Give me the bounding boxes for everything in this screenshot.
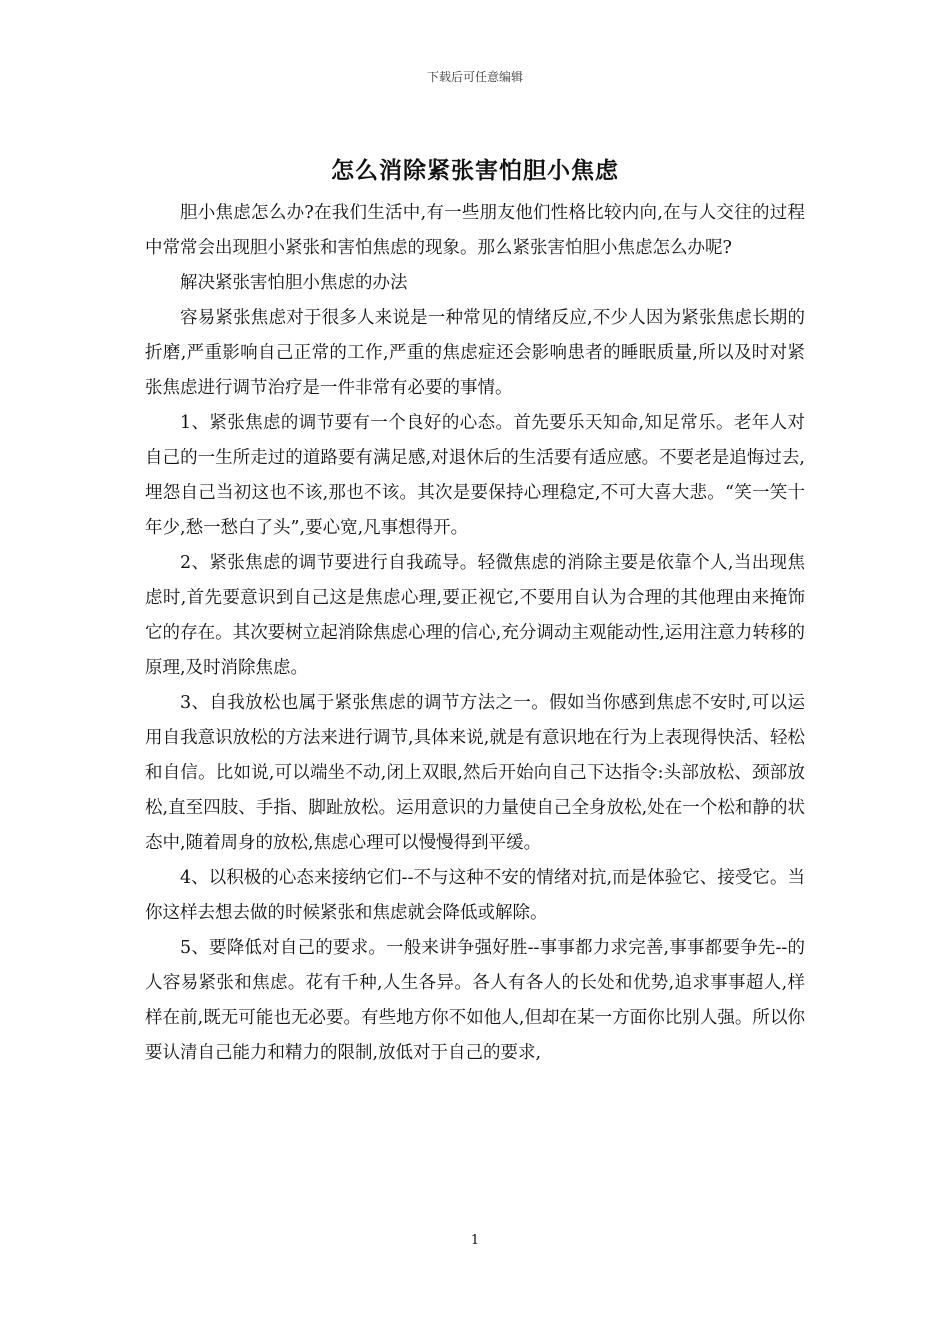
paragraph-intro: 胆小焦虑怎么办?在我们生活中,有一些朋友他们性格比较内向,在与人交往的过程中常常会出现胆小紧张和害怕焦虑的现象。那么紧张害怕胆小焦虑怎么办呢? (145, 203, 805, 258)
page-number: 1 (470, 1233, 480, 1248)
paragraph-point-1: 1、紧张焦虑的调节要有一个良好的心态。首先要乐天知命,知足常乐。老年人对自己的一生所走过的道路要有满足感,对退休后的生活要有适应感。不要老是追悔过去,埋怨自己当初这也不该,那也不该。其次是要保持心理稳定,不可大喜大悲。“笑一笑十年少,愁一愁白了头”,要心宽,凡事想得开。 (145, 413, 805, 538)
paragraph-point-3: 3、自我放松也属于紧张焦虑的调节方法之一。假如当你感到焦虑不安时,可以运用自我意识放松的方法来进行调节,具体来说,就是有意识地在行为上表现得快活、轻松和自信。比如说,可以端坐不动,闭上双眼,然后开始向自己下达指令:头部放松、颈部放松,直至四肢、手指、脚趾放松。运用意识的力量使自己全身放松,处在一个松和静的状态中,随着周身的放松,焦虑心理可以慢慢得到平缓。 (145, 693, 805, 853)
paragraph-section-heading: 解决紧张害怕胆小焦虑的办法 (180, 273, 408, 293)
paragraph-point-5: 5、要降低对自己的要求。一般来讲争强好胜--事事都力求完善,事事都要争先--的人容易紧张和焦虑。花有千种,人生各异。各人有各人的长处和优势,追求事事超人,样样在前,既无可能也无必要。有些地方你不如他人,但却在某一方面你比别人强。所以你要认清自己能力和精力的限制,放低对于自己的要求, (145, 938, 805, 1063)
header-note: 下载后可任意编辑 (426, 70, 523, 84)
paragraph-point-2: 2、紧张焦虑的调节要进行自我疏导。轻微焦虑的消除主要是依靠个人,当出现焦虑时,首先要意识到自己这是焦虑心理,要正视它,不要用自认为合理的其他理由来掩饰它的存在。其次要树立起消除焦虑心理的信心,充分调动主观能动性,运用注意力转移的原理,及时消除焦虑。 (145, 553, 805, 678)
paragraph-overview: 容易紧张焦虑对于很多人来说是一种常见的情绪反应,不少人因为紧张焦虑长期的折磨,严重影响自己正常的工作,严重的焦虑症还会影响患者的睡眠质量,所以及时对紧张焦虑进行调节治疗是一件非常有必要的事情。 (145, 308, 805, 398)
document-title: 怎么消除紧张害怕胆小焦虑 (331, 157, 619, 184)
document-body (145, 196, 805, 1071)
paragraph-point-4: 4、以积极的心态来接纳它们--不与这种不安的情绪对抗,而是体验它、接受它。当你这样去想去做的时候紧张和焦虑就会降低或解除。 (145, 868, 805, 923)
